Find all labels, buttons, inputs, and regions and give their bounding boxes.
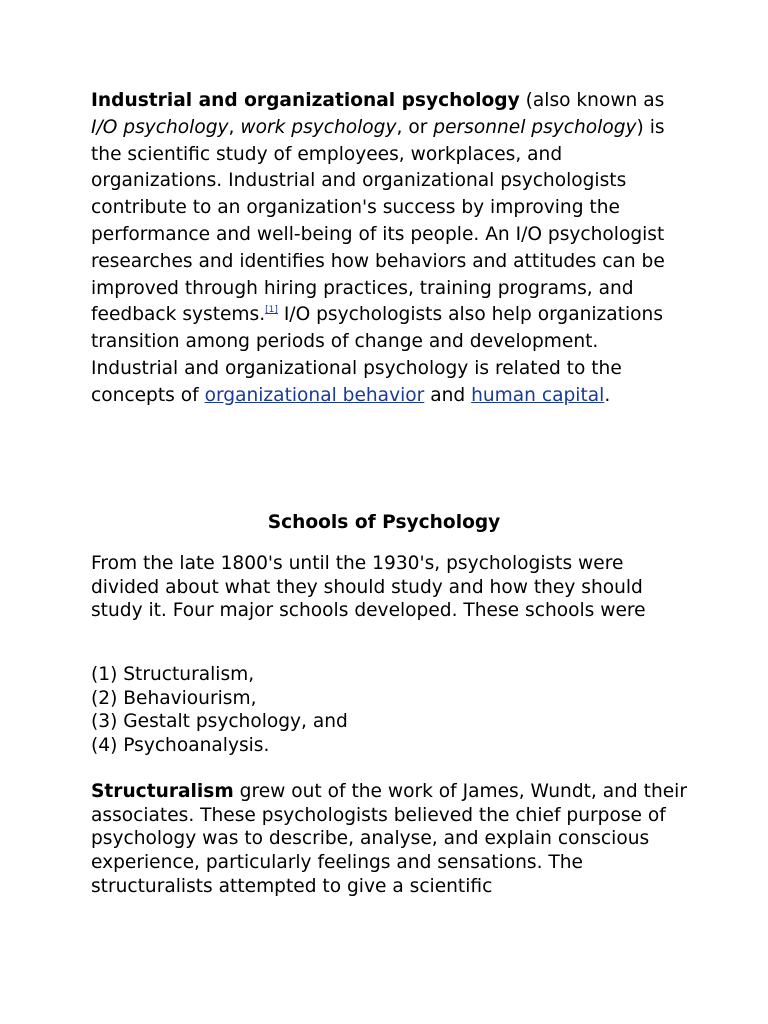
schools-list	[91, 663, 691, 758]
alias-personnel-psychology: personnel psychology	[433, 116, 637, 138]
intro-paragraph	[91, 88, 691, 410]
intro-text-7: .	[604, 384, 611, 406]
list-item: (2) Behaviourism,	[91, 687, 257, 709]
citation-link[interactable]: [1]	[265, 305, 278, 316]
citation-superscript	[265, 305, 278, 315]
structuralism-paragraph	[91, 780, 691, 899]
alias-work-psychology: work psychology	[240, 116, 397, 138]
schools-intro-paragraph: From the late 1800's until the 1930's, psychologists were divided about what they should study and how they should study it. Four major schools developed. These schools were	[91, 553, 646, 621]
intro-text-3: , or	[396, 116, 434, 138]
structuralism-text: grew out of the work of James, Wundt, and their associates. These psychologists believed the chief purpose of psychology was to describe, analyse, and explain conscious experience, particularly feelings and sensations. The structuralists attempted to give a scientific	[91, 781, 687, 897]
intro-text-5: I/O psychologists also help organizations transition among periods of change and development. Industrial and organizational psychology is related to the concepts of	[91, 304, 664, 406]
intro-term: Industrial and organizational psychology	[91, 90, 520, 111]
section-heading: Schools of Psychology	[267, 512, 501, 533]
structuralism-term: Structuralism	[91, 781, 234, 802]
intro-text-2: ,	[228, 116, 241, 138]
intro-text-1: (also known as	[519, 90, 665, 111]
organizational-behavior-link[interactable]: organizational behavior	[204, 384, 425, 406]
intro-text-6: and	[424, 384, 472, 406]
list-item: (3) Gestalt psychology, and	[91, 711, 348, 733]
list-item: (1) Structuralism,	[91, 664, 255, 685]
list-item: (4) Psychoanalysis.	[91, 735, 270, 757]
alias-io-psychology: I/O psychology	[91, 116, 229, 138]
intro-text-4: ) is the scientific study of employees, workplaces, and organizations. Industrial and organizational psychologists contribute to an organization's success by improving the performance and well-being of its people. An I/O psychologist researches and identifies how behaviors and attitudes can be improved through hiring practices, training programs, and feedback systems.	[91, 116, 665, 326]
human-capital-link[interactable]: human capital	[471, 384, 605, 406]
